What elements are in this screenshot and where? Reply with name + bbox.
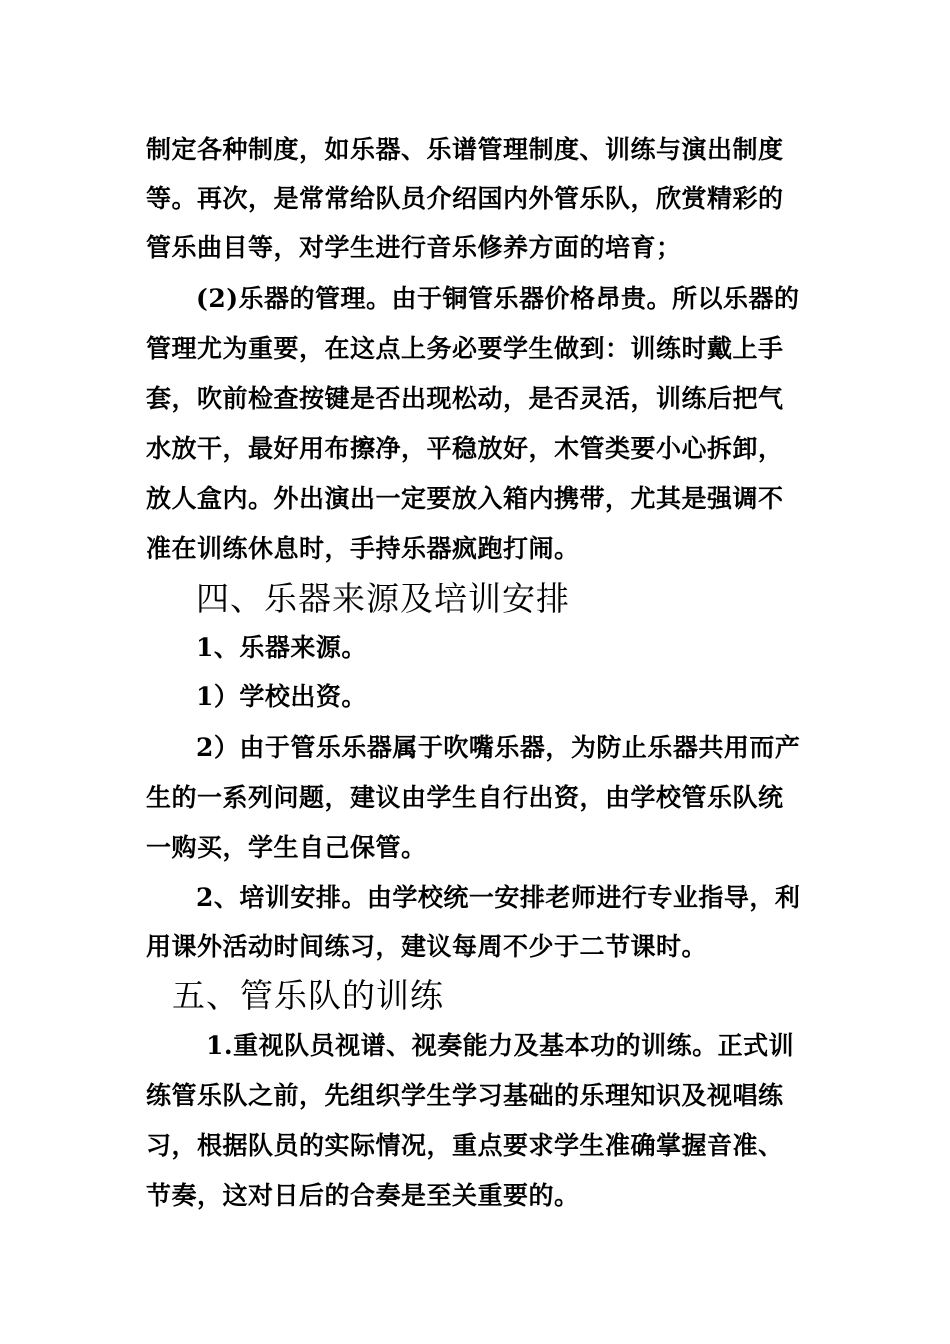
paragraph-line: 习，根据队员的实际情况，重点要求学生准确掌握音准、 — [146, 1131, 784, 1160]
paragraph-line: 2、培训安排。由学校统一安排老师进行专业指导，利 — [196, 883, 801, 912]
paragraph-line: 1.重视队员视谱、视奏能力及基本功的训练。正式训 — [206, 1031, 795, 1060]
section-heading-4: 四、乐器来源及培训安排 — [196, 579, 570, 618]
section-heading-5: 五、管乐队的训练 — [172, 976, 444, 1015]
paragraph-line: 准在训练休息时，手持乐器疯跑打闹。 — [146, 534, 580, 563]
paragraph-line: 节奏，这对日后的合奏是至关重要的。 — [146, 1181, 580, 1210]
paragraph-line: (2)乐器的管理。由于铜管乐器价格昂贵。所以乐器的 — [196, 284, 800, 313]
paragraph-line: 放人盒内。外出演出一定要放入箱内携带，尤其是强调不 — [146, 484, 784, 513]
paragraph-line: 管理尤为重要，在这点上务必要学生做到：训练时戴上手 — [146, 334, 784, 363]
paragraph-line: 套，吹前检查按键是否出现松动，是否灵活，训练后把气 — [146, 384, 784, 413]
paragraph-line: 生的一系列问题，建议由学生自行出资，由学校管乐队统 — [146, 783, 784, 812]
paragraph-line: 练管乐队之前，先组织学生学习基础的乐理知识及视唱练 — [146, 1081, 784, 1110]
paragraph-line: 等。再次，是常常给队员介绍国内外管乐队，欣赏精彩的 — [146, 184, 784, 213]
paragraph-line: 水放干，最好用布擦净，平稳放好，木管类要小心拆卸， — [146, 434, 784, 463]
paragraph-line: 制定各种制度，如乐器、乐谱管理制度、训练与演出制度 — [146, 135, 784, 164]
paragraph-line: 管乐曲目等，对学生进行音乐修养方面的培育； — [146, 233, 682, 262]
list-item: 1、乐器来源。 — [196, 633, 367, 662]
paragraph-line: 一购买，学生自己保管。 — [146, 833, 427, 862]
list-item: 1）学校出资。 — [196, 682, 367, 711]
paragraph-line: 用课外活动时间练习，建议每周不少于二节课时。 — [146, 932, 708, 961]
paragraph-line: 2）由于管乐乐器属于吹嘴乐器，为防止乐器共用而产 — [196, 733, 801, 762]
